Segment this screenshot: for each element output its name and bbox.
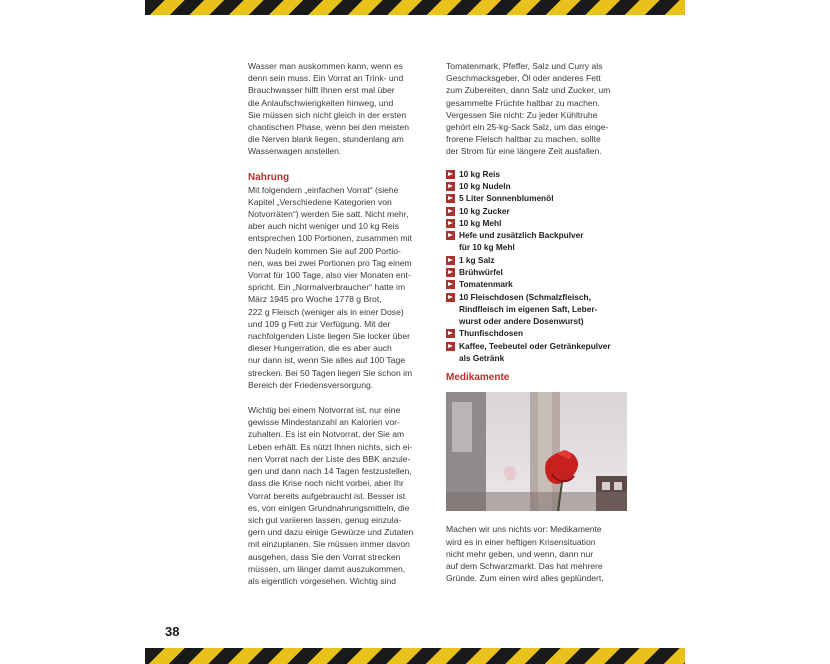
section-heading-medikamente: Medikamente bbox=[446, 372, 510, 384]
list-item: 10 kg Mehl bbox=[446, 217, 628, 229]
list-item: 10 kg Nudeln bbox=[446, 180, 628, 192]
arrow-bullet-icon bbox=[446, 342, 455, 351]
arrow-bullet-icon bbox=[446, 293, 455, 302]
gewuerze-paragraph: Tomatenmark, Pfeffer, Salz und Curry als Geschmacksgeber, Öl oder anderes Fett zum Zubereiten, dann Salz und Zucker, um gesammelte Früchte haltbar zu machen. Vergessen Sie nicht: Zu jeder Kühltruhe gehört ein 25-kg-Sack Salz, um das einge- frorene Fleisch haltbar zu machen, sollte der Strom für eine längere Zeit ausfallen. bbox=[446, 61, 611, 157]
list-item: Hefe und zusätzlich Backpulver für 10 kg Mehl bbox=[446, 229, 628, 254]
arrow-bullet-icon bbox=[446, 207, 455, 216]
list-item: Tomatenmark bbox=[446, 278, 628, 290]
arrow-bullet-icon bbox=[446, 280, 455, 289]
list-item: 5 Liter Sonnenblumenöl bbox=[446, 192, 628, 204]
hazard-stripe-bottom bbox=[145, 648, 685, 664]
medikamente-paragraph: Machen wir uns nichts vor: Medikamente wird es in einer heftigen Krisensituation nicht mehr geben, und wenn, dann nur auf dem Schwarzmarkt. Das hat mehrere Gründe. Zum einen wird alles geplündert, bbox=[446, 524, 604, 584]
left-column bbox=[248, 60, 430, 587]
list-item: Kaffee, Teebeutel oder Getränkepulver als Getränk bbox=[446, 340, 628, 365]
food-list bbox=[446, 168, 628, 365]
arrow-bullet-icon bbox=[446, 231, 455, 240]
hazard-stripe-top bbox=[145, 0, 685, 15]
list-item: Thunfischdosen bbox=[446, 327, 628, 339]
list-item: 10 kg Reis bbox=[446, 168, 628, 180]
nahrung-paragraph: Mit folgendem „einfachen Vorrat“ (siehe Kapitel „Verschiedene Kategorien von Notvorräten“) werden Sie satt. Nicht mehr, aber auch nicht weniger und 10 kg Reis entsprechen 100 Portionen, zusammen mit den Nudeln kommen Sie auf 200 Portio- nen, was bei zwei Portionen pro Tag einem Vorrat für 100 Tage, also vier Monaten ent- spricht. Ein „Normalverbraucher“ hatte im März 1945 pro Woche 1778 g Brot, 222 g Fleisch (weniger als in einer Dose) und 109 g Fett zur Verfügung. Mit der nachfolgenden Liste liegen Sie locker über dieser Hungerration, die es aber auch nur dann ist, wenn Sie alles auf 100 Tage strecken. Bei 50 Tagen liegen Sie schon im Bereich der Friedensversorgung. bbox=[248, 184, 413, 390]
arrow-bullet-icon bbox=[446, 219, 455, 228]
arrow-bullet-icon bbox=[446, 329, 455, 338]
arrow-bullet-icon bbox=[446, 268, 455, 277]
notvorrat-paragraph: Wichtig bei einem Notvorrat ist, nur eine gewisse Mindestanzahl an Kalorien vor- zuhalten. Es ist ein Notvorrat, der Sie am Leben erhält. Es nützt Ihnen nichts, sich ei- nen Vorrat nach der Liste des BBK anzule- gen und dann nach 14 Tagen festzustellen, dass die Krise noch nicht vorbei, aber Ihr Vorrat bereits aufgebraucht ist. Besser ist es, von einigen Grundnahrungsmitteln, die sich gut variieren lassen, genug einzula- gern und dazu einige Gewürze und Zutaten mit einzuplanen. Sie müssen immer davon ausgehen, dass Sie den Vorrat strecken müssen, um länger damit auszukommen, als eigentlich vorgesehen. Wichtig sind bbox=[248, 405, 414, 586]
intro-paragraph: Wasser man auskommen kann, wenn es denn sein muss. Ein Vorrat an Trink- und Brauchwasser hilft Ihnen erst mal über die Anlaufschwierigkeiten hinweg, und Sie müssen sich nicht gleich in der ersten chaotischen Phase, wenn bei den meisten die Nerven blank liegen, stundenlang am Wasserwagen anstellen. bbox=[248, 61, 409, 157]
list-item: 10 kg Zucker bbox=[446, 205, 628, 217]
list-item: Brühwürfel bbox=[446, 266, 628, 278]
photo-red-flower-on-building bbox=[446, 392, 627, 511]
page-number: 38 bbox=[165, 624, 180, 639]
arrow-bullet-icon bbox=[446, 170, 455, 179]
arrow-bullet-icon bbox=[446, 256, 455, 265]
list-item: 10 Fleischdosen (Schmalzfleisch, Rindfleisch im eigenen Saft, Leber- wurst oder andere Dosenwurst) bbox=[446, 291, 628, 328]
section-heading-nahrung: Nahrung bbox=[248, 171, 290, 183]
arrow-bullet-icon bbox=[446, 194, 455, 203]
arrow-bullet-icon bbox=[446, 182, 455, 191]
list-item: 1 kg Salz bbox=[446, 254, 628, 266]
right-column bbox=[446, 60, 628, 584]
